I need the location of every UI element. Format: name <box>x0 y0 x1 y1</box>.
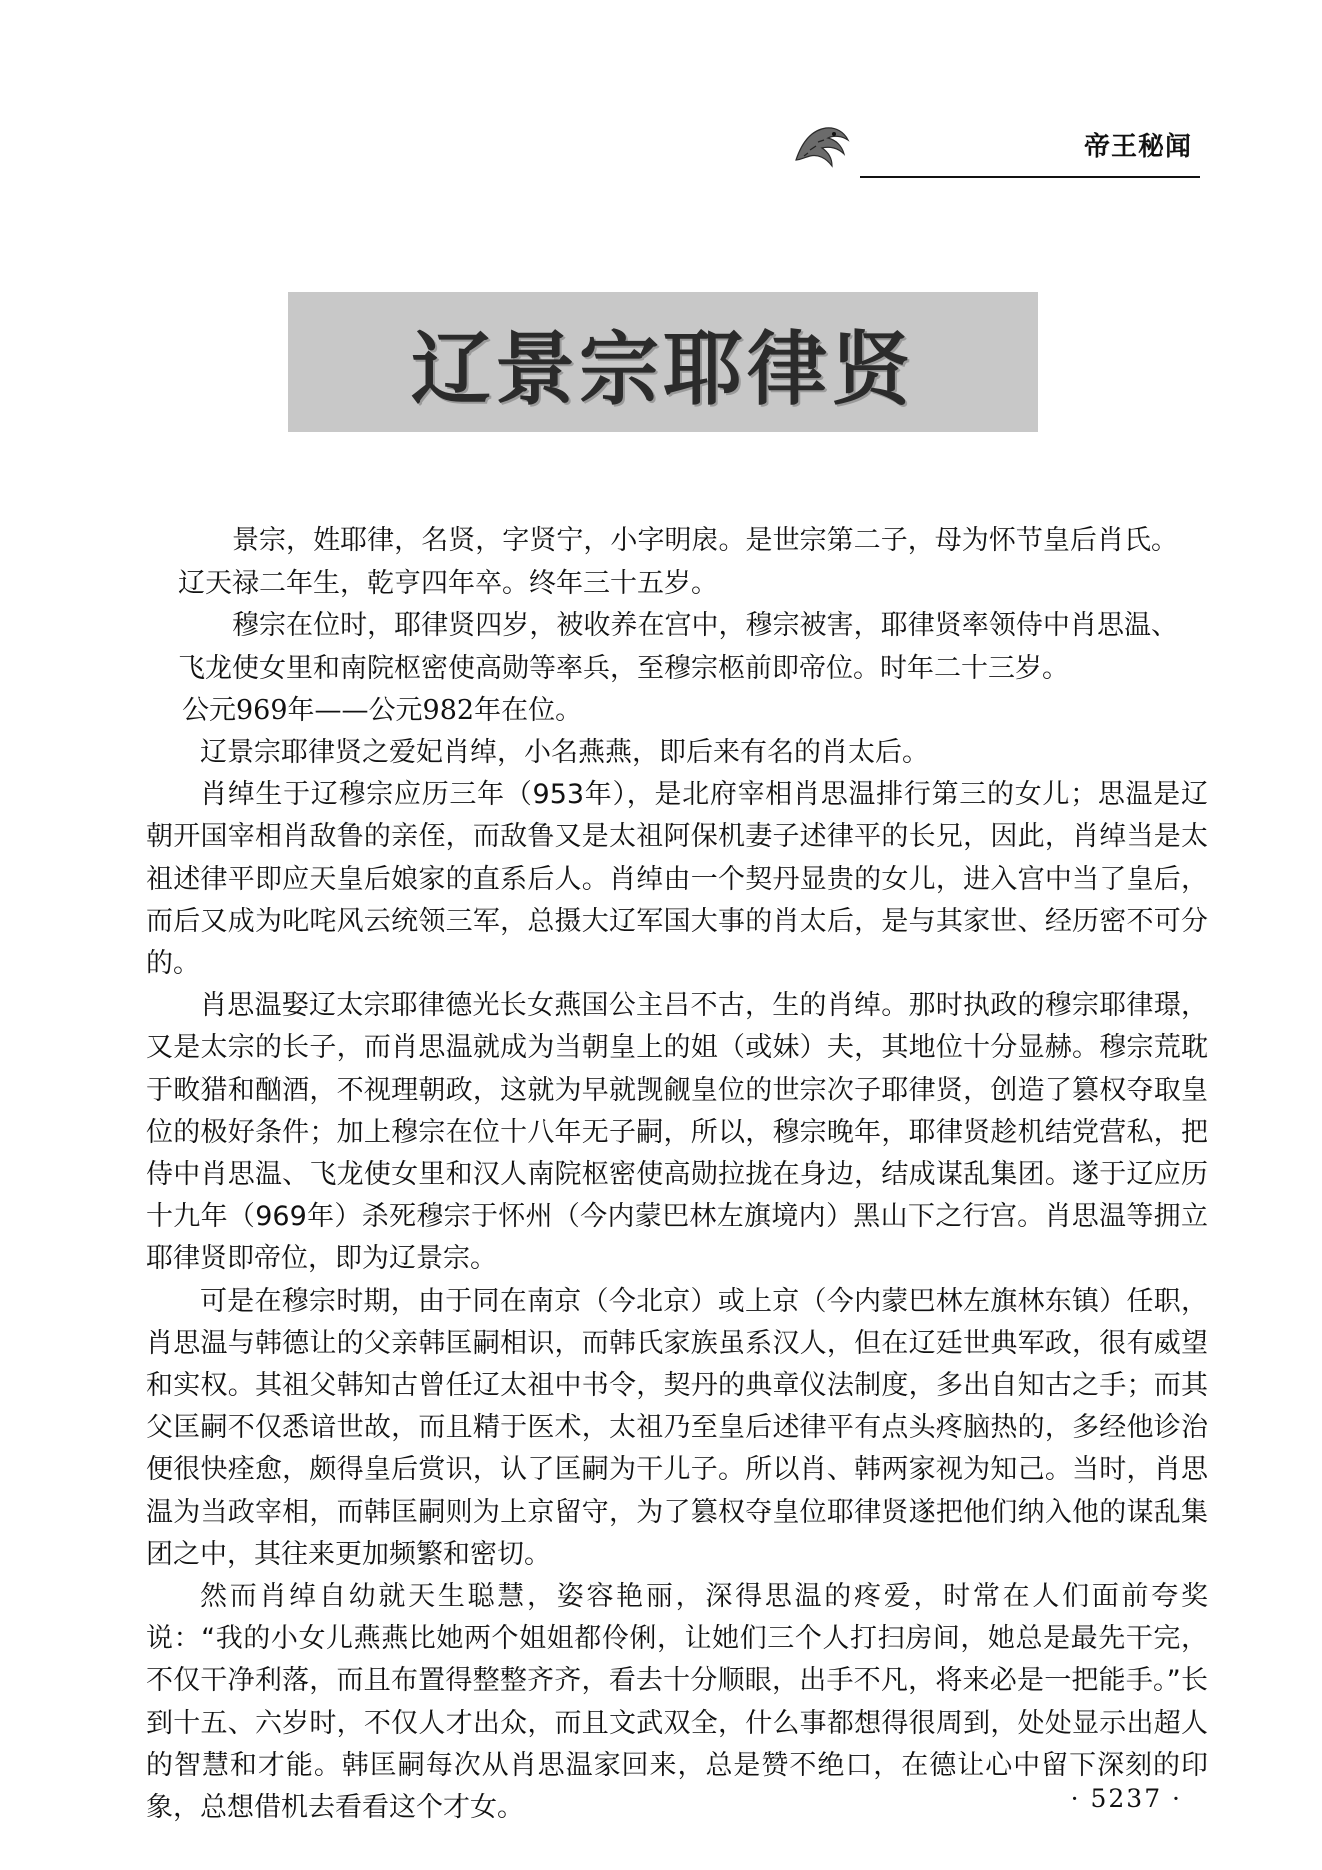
main-text <box>146 732 1208 1829</box>
body-paragraph: 肖绰生于辽穆宗应历三年（953年），是北府宰相肖思温排行第三的女儿；思温是辽朝开国宰相肖敌鲁的亲侄，而敌鲁又是太祖阿保机妻子述律平的长兄，因此，肖绰当是太祖述律平即应天皇后娘家的直系后人。肖绰由一个契丹显贵的女儿，进入宫中当了皇后，而后又成为叱咤风云统领三军，总摄大辽军国大事的肖太后，是与其家世、经历密不可分的。 <box>146 779 1208 980</box>
header-rule <box>860 176 1200 178</box>
page-number: · 5237 · <box>1070 1784 1182 1813</box>
page-content <box>146 520 1208 1829</box>
body-paragraph: 辽景宗耶律贤之爱妃肖绰，小名燕燕，即后来有名的肖太后。 <box>200 737 929 768</box>
intro-block <box>146 520 1208 690</box>
reign-period: 公元969年——公元982年在位。 <box>182 695 583 726</box>
section-title: 帝王秘闻 <box>1083 132 1192 162</box>
dragon-emblem-icon <box>790 120 854 172</box>
body-paragraph: 然而肖绰自幼就天生聪慧，姿容艳丽，深得思温的疼爱，时常在人们面前夸奖说：“我的小女儿燕燕比她两个姐姐都伶俐，让她们三个人打扫房间，她总是最先干完，不仅干净利落，而且布置得整整齐齐，看去十分顺眼，出手不凡，将来必是一把能手。”长到十五、六岁时，不仅人才出众，而且文武双全，什么事都想得很周到，处处显示出超人的智慧和才能。韩匡嗣每次从肖思温家回来，总是赞不绝口，在德让心中留下深刻的印象，总想借机去看看这个才女。 <box>146 1581 1208 1824</box>
chapter-title-banner <box>288 292 1038 432</box>
running-header <box>770 112 1200 184</box>
body-paragraph: 可是在穆宗时期，由于同在南京（今北京）或上京（今内蒙巴林左旗林东镇）任职，肖思温与韩德让的父亲韩匡嗣相识，而韩氏家族虽系汉人，但在辽廷世典军政，很有威望和实权。其祖父韩知古曾任辽太祖中书令，契丹的典章仪法制度，多出自知古之手；而其父匡嗣不仅悉谙世故，而且精于医术，太祖乃至皇后述律平有点头疼脑热的，多经他诊治便很快痊愈，颇得皇后赏识，认了匡嗣为干儿子。所以肖、韩两家视为知己。当时，肖思温为当政宰相，而韩匡嗣则为上京留守，为了篡权夺皇位耶律贤遂把他们纳入他的谋乱集团之中，其往来更加频繁和密切。 <box>146 1285 1208 1570</box>
intro-paragraph: 景宗，姓耶律，名贤，字贤宁，小字明扆。是世宗第二子，母为怀节皇后肖氏。辽天禄二年生，乾亨四年卒。终年三十五岁。 <box>178 525 1178 599</box>
intro-paragraph: 穆宗在位时，耶律贤四岁，被收养在宫中，穆宗被害，耶律贤率领侍中肖思温、飞龙使女里和南院枢密使高勋等率兵，至穆宗柩前即帝位。时年二十三岁。 <box>178 610 1178 684</box>
chapter-title: 辽景宗耶律贤 <box>411 321 915 416</box>
body-paragraph: 肖思温娶辽太宗耶律德光长女燕国公主吕不古，生的肖绰。那时执政的穆宗耶律璟，又是太宗的长子，而肖思温就成为当朝皇上的姐（或妹）夫，其地位十分显赫。穆宗荒耽于畋猎和酗酒，不视理朝政，这就为早就觊觎皇位的世宗次子耶律贤，创造了篡权夺取皇位的极好条件；加上穆宗在位十八年无子嗣，所以，穆宗晚年，耶律贤趁机结党营私，把侍中肖思温、飞龙使女里和汉人南院枢密使高勋拉拢在身边，结成谋乱集团。遂于辽应历十九年（969年）杀死穆宗于怀州（今内蒙巴林左旗境内）黑山下之行宫。肖思温等拥立耶律贤即帝位，即为辽景宗。 <box>146 990 1208 1275</box>
